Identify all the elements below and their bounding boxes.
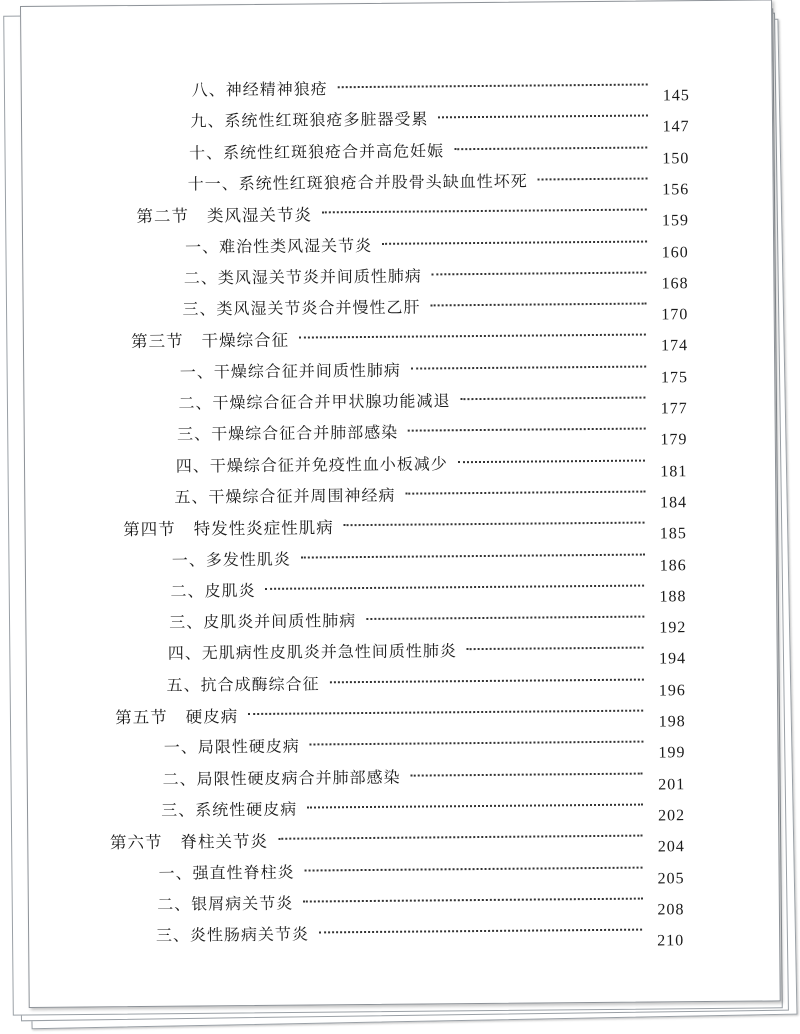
toc-item-row[interactable] bbox=[183, 261, 689, 293]
page-number: 196 bbox=[658, 681, 686, 700]
item-title: 皮肌炎 bbox=[204, 580, 256, 601]
item-number: 二、 bbox=[170, 581, 205, 601]
page-number: 201 bbox=[658, 775, 686, 794]
item-number: 四、 bbox=[175, 455, 210, 476]
page-number: 160 bbox=[661, 243, 689, 261]
dot-leader bbox=[382, 230, 647, 244]
dot-leader bbox=[310, 731, 644, 746]
toc-entry-label bbox=[170, 578, 255, 602]
toc-entry-label bbox=[192, 76, 328, 100]
toc-item-row[interactable] bbox=[178, 386, 688, 418]
item-number: 一、 bbox=[179, 362, 214, 382]
item-title: 难治性类风湿关节炎 bbox=[219, 235, 373, 256]
page-number: 181 bbox=[660, 462, 688, 481]
item-title: 干燥综合征合并肺部感染 bbox=[211, 423, 399, 444]
toc-entry-label bbox=[176, 451, 448, 476]
dot-leader bbox=[301, 543, 645, 558]
page-number: 159 bbox=[661, 212, 690, 230]
toc-entry-label bbox=[164, 734, 300, 758]
item-title: 干燥综合征并免疫性血小板减少 bbox=[209, 453, 448, 475]
toc-entry-label bbox=[189, 138, 444, 163]
toc-item-row[interactable] bbox=[190, 104, 690, 136]
toc-entry-label bbox=[161, 797, 297, 821]
item-number: 三、 bbox=[169, 612, 204, 632]
toc-page bbox=[20, 0, 781, 1008]
page-number: 198 bbox=[658, 713, 686, 731]
toc-item-row[interactable] bbox=[185, 230, 689, 261]
dot-leader bbox=[408, 418, 645, 432]
page-number: 205 bbox=[657, 869, 685, 887]
page-number: 150 bbox=[662, 149, 690, 167]
item-title: 干燥综合征并周围神经病 bbox=[208, 485, 396, 507]
toc-item-row[interactable] bbox=[163, 731, 686, 762]
toc-item-row[interactable] bbox=[177, 417, 688, 449]
dot-leader bbox=[454, 136, 647, 150]
toc-item-row[interactable] bbox=[166, 668, 686, 700]
item-number: 三、 bbox=[155, 925, 191, 945]
page-number: 168 bbox=[661, 274, 689, 293]
page-number: 186 bbox=[659, 556, 687, 574]
dot-leader bbox=[278, 825, 643, 840]
dot-leader bbox=[458, 449, 646, 463]
page-number: 202 bbox=[657, 807, 686, 825]
section-number: 第四节 bbox=[123, 519, 176, 540]
toc-entry-label bbox=[172, 546, 291, 570]
page-number: 179 bbox=[660, 431, 688, 449]
toc-entry-label bbox=[178, 388, 450, 413]
item-title: 神经精神狼疮 bbox=[225, 79, 328, 100]
toc-entry-label bbox=[174, 483, 395, 508]
item-number: 十、 bbox=[188, 142, 224, 163]
item-number: 五、 bbox=[174, 487, 209, 507]
page-number: 188 bbox=[659, 588, 687, 606]
toc-entry-label bbox=[110, 828, 268, 853]
toc-entry-label bbox=[157, 890, 293, 914]
toc-entry-label bbox=[136, 202, 312, 228]
item-title: 炎性肠病关节炎 bbox=[189, 924, 310, 945]
toc-entry-label bbox=[166, 671, 319, 695]
section-title: 特发性炎症性肌病 bbox=[193, 518, 334, 539]
section-title: 干燥综合征 bbox=[201, 331, 290, 351]
toc-entry-label bbox=[115, 703, 238, 728]
item-title: 皮肌炎并间质性肺病 bbox=[203, 611, 357, 632]
toc-entry-label bbox=[169, 608, 356, 633]
item-number: 三、 bbox=[161, 800, 196, 820]
toc-entry-label bbox=[180, 357, 401, 382]
item-number: 二、 bbox=[183, 268, 218, 288]
page-number: 185 bbox=[659, 525, 687, 543]
dot-leader bbox=[411, 355, 646, 369]
toc-item-row[interactable] bbox=[182, 292, 689, 324]
item-title: 抗合成酶综合征 bbox=[200, 674, 320, 695]
section-title: 类风湿关节炎 bbox=[206, 205, 313, 226]
page-number: 170 bbox=[661, 306, 689, 324]
item-title: 局限性硬皮病合并肺部感染 bbox=[196, 767, 401, 789]
page-number: 174 bbox=[661, 337, 689, 355]
item-title: 系统性红斑狼疮多脏器受累 bbox=[224, 109, 429, 131]
item-title: 系统性硬皮病 bbox=[195, 799, 298, 820]
toc-item-row[interactable] bbox=[161, 793, 686, 825]
item-number: 三、 bbox=[182, 299, 217, 319]
item-number: 三、 bbox=[177, 424, 212, 444]
page-number: 199 bbox=[658, 744, 686, 762]
dot-leader bbox=[248, 700, 643, 715]
dot-leader bbox=[265, 574, 644, 589]
toc-item-row[interactable] bbox=[169, 605, 687, 637]
dot-leader bbox=[366, 606, 644, 620]
toc-item-row[interactable] bbox=[158, 856, 685, 887]
toc-item-row[interactable] bbox=[170, 574, 687, 606]
dot-leader bbox=[430, 293, 646, 307]
toc-item-row[interactable] bbox=[187, 167, 690, 199]
item-number: 一、 bbox=[163, 737, 198, 758]
item-number: 九、 bbox=[190, 111, 225, 131]
dot-leader bbox=[338, 74, 648, 89]
item-number: 一、 bbox=[158, 863, 193, 883]
page-number: 175 bbox=[660, 368, 689, 387]
dot-leader bbox=[432, 261, 647, 275]
page-number: 156 bbox=[662, 181, 690, 199]
toc-item-row[interactable] bbox=[188, 136, 690, 167]
page-number: 192 bbox=[659, 619, 687, 637]
dot-leader bbox=[467, 637, 644, 651]
dot-leader bbox=[299, 324, 646, 339]
item-title: 类风湿关节炎并间质性肺病 bbox=[217, 266, 422, 288]
page-number: 184 bbox=[660, 494, 688, 512]
toc-entry-label bbox=[123, 514, 334, 540]
page-number: 208 bbox=[657, 901, 685, 919]
item-title: 无肌病性皮肌炎并急性间质性肺炎 bbox=[201, 641, 457, 663]
toc-entry-label bbox=[188, 168, 528, 194]
item-title: 系统性红斑狼疮合并高危妊娠 bbox=[223, 140, 445, 162]
toc-item-row[interactable] bbox=[171, 543, 687, 574]
toc-section-row[interactable] bbox=[123, 511, 687, 543]
toc-entry-label bbox=[185, 232, 372, 257]
dot-leader bbox=[329, 668, 643, 683]
item-number: 二、 bbox=[162, 769, 197, 789]
item-title: 银屑病关节炎 bbox=[191, 893, 294, 914]
item-title: 类风湿关节炎合并慢性乙肝 bbox=[216, 297, 421, 319]
toc-entry-label bbox=[158, 859, 294, 883]
toc-entry-label bbox=[190, 107, 428, 132]
dot-leader bbox=[322, 199, 647, 214]
page-number: 177 bbox=[660, 400, 688, 418]
page-number: 194 bbox=[658, 650, 687, 668]
item-number: 二、 bbox=[157, 894, 192, 914]
section-title: 脊柱关节炎 bbox=[180, 832, 268, 852]
dot-leader bbox=[344, 512, 645, 527]
toc-item-row[interactable] bbox=[162, 762, 686, 794]
dot-leader bbox=[405, 480, 645, 494]
item-number: 四、 bbox=[167, 643, 202, 664]
dot-leader bbox=[410, 762, 643, 776]
item-title: 强直性脊柱炎 bbox=[192, 862, 295, 883]
toc-item-row[interactable] bbox=[155, 918, 685, 950]
dot-leader bbox=[307, 793, 643, 808]
item-number: 二、 bbox=[178, 393, 213, 413]
item-number: 一、 bbox=[171, 549, 206, 570]
toc-entry-label bbox=[182, 295, 420, 320]
item-number: 一、 bbox=[185, 236, 220, 257]
toc-entry-label bbox=[177, 420, 398, 445]
item-title: 多发性肌炎 bbox=[205, 549, 291, 569]
dot-leader bbox=[460, 387, 645, 401]
toc-section-row[interactable] bbox=[109, 824, 685, 856]
section-number: 第三节 bbox=[131, 331, 184, 352]
toc-entry-label bbox=[184, 263, 422, 288]
toc-item-row[interactable] bbox=[167, 637, 687, 668]
toc-entry-label bbox=[168, 639, 457, 665]
item-title: 局限性硬皮病 bbox=[197, 736, 300, 757]
page-number: 145 bbox=[662, 87, 690, 105]
item-number: 五、 bbox=[166, 675, 201, 695]
section-number: 第二节 bbox=[136, 206, 190, 227]
toc-section-row[interactable] bbox=[136, 198, 690, 230]
dot-leader bbox=[303, 887, 642, 902]
dot-leader bbox=[438, 105, 647, 119]
item-title: 干燥综合征并间质性肺病 bbox=[213, 360, 401, 382]
dot-leader bbox=[304, 856, 642, 871]
item-title: 系统性红斑狼疮合并股骨头缺血性坏死 bbox=[238, 171, 528, 193]
item-number: 八、 bbox=[191, 80, 226, 100]
item-title: 干燥综合征合并甲状腺功能减退 bbox=[212, 391, 451, 413]
item-number: 十一、 bbox=[187, 173, 239, 194]
dot-leader bbox=[319, 919, 642, 934]
section-title: 硬皮病 bbox=[185, 707, 239, 727]
toc-item-row[interactable] bbox=[157, 887, 685, 919]
section-number: 第六节 bbox=[109, 832, 163, 853]
page-number: 147 bbox=[662, 118, 690, 136]
dot-leader bbox=[538, 167, 647, 180]
toc-entry-label bbox=[156, 922, 309, 946]
toc-section-row[interactable] bbox=[115, 699, 686, 731]
toc-entry-label bbox=[162, 764, 400, 789]
toc-item-row[interactable] bbox=[174, 480, 688, 512]
toc-item-row[interactable] bbox=[179, 355, 689, 387]
page-number: 204 bbox=[657, 838, 685, 856]
page-number: 210 bbox=[657, 932, 685, 950]
section-number: 第五节 bbox=[115, 707, 168, 728]
toc-item-row[interactable] bbox=[191, 73, 690, 105]
toc-section-row[interactable] bbox=[131, 324, 688, 353]
toc-entry-label bbox=[131, 327, 289, 352]
toc-item-row[interactable] bbox=[175, 449, 688, 481]
